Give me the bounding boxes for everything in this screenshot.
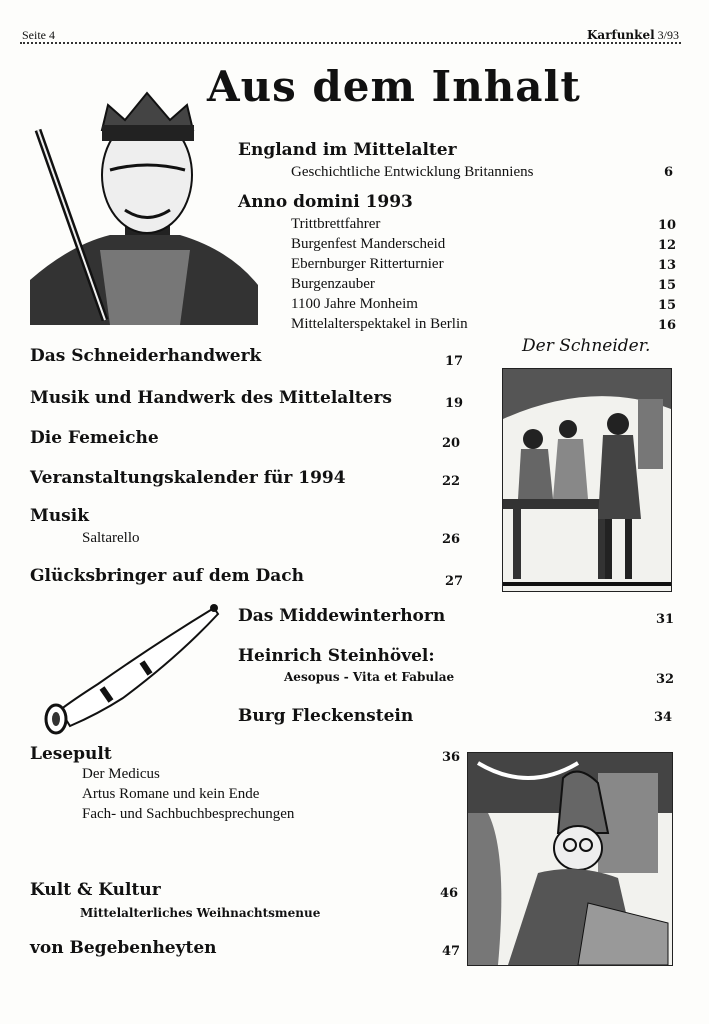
scholar-woodcut [467,752,673,966]
issue-label [587,28,679,43]
toc-femeiche-page: 20 [442,436,461,451]
toc-burg-page: 34 [654,710,673,725]
toc-england-heading: England im Mittelalter [238,140,457,160]
toc-kult-sub: Mittelalterliches Weihnachtsmenue [80,906,321,920]
toc-anno-item: Burgenfest Manderscheid [291,236,446,252]
toc-anno-item-page: 13 [658,258,677,273]
toc-schneider-heading: Das Schneiderhandwerk [30,346,262,366]
toc-kalender-page: 22 [442,474,461,489]
toc-gluecks-heading: Glücksbringer auf dem Dach [30,566,304,586]
toc-england-sub: Geschichtliche Entwicklung Britanniens [291,164,534,180]
toc-femeiche-heading: Die Femeiche [30,428,159,448]
king-illustration [30,75,258,325]
toc-kult-heading: Kult & Kultur [30,880,161,900]
toc-steinhoevel-sub: Aesopus - Vita et Fabulae [284,670,455,684]
toc-lesepult-item: Der Medicus [82,766,160,782]
toc-musik-sub: Saltarello [82,530,140,546]
toc-kult-page: 46 [440,886,459,901]
toc-musik-heading: Musik [30,506,89,526]
toc-england-page: 6 [664,165,674,180]
toc-lesepult-item: Fach- und Sachbuchbesprechungen [82,806,295,822]
toc-anno-item-page: 15 [658,278,677,293]
page-label: Seite 4 [22,28,55,42]
toc-musik-handwerk-heading: Musik und Handwerk des Mittelalters [30,388,392,408]
toc-steinhoevel-page: 32 [656,672,675,687]
toc-anno-item: Trittbrettfahrer [291,216,381,232]
toc-anno-item: Burgenzauber [291,276,375,292]
toc-lesepult-heading: Lesepult [30,744,112,764]
toc-begebenheiten-heading: von Begebenheyten [30,938,217,958]
toc-horn-page: 31 [656,612,675,627]
magazine-name: Karfunkel [587,28,655,42]
toc-kalender-heading: Veranstaltungskalender für 1994 [30,468,346,488]
horn-illustration [38,602,220,736]
toc-anno-heading: Anno domini 1993 [238,192,413,212]
page-title: Aus dem Inhalt [207,62,581,111]
issue-number: 3/93 [657,28,679,42]
tailor-woodcut [502,368,672,592]
schneider-caption: Der Schneider. [522,336,651,356]
toc-anno-item: Ebernburger Ritterturnier [291,256,444,272]
toc-anno-item: 1100 Jahre Monheim [291,296,418,312]
toc-anno-item-page: 10 [658,218,677,233]
toc-lesepult-page: 36 [442,750,461,765]
toc-burg-heading: Burg Fleckenstein [238,706,414,726]
toc-anno-item: Mittelalterspektakel in Berlin [291,316,468,332]
toc-begebenheiten-page: 47 [442,944,461,959]
toc-schneider-page: 17 [445,354,464,369]
toc-musik-handwerk-page: 19 [445,396,464,411]
toc-lesepult-item: Artus Romane und kein Ende [82,786,260,802]
toc-steinhoevel-heading: Heinrich Steinhövel: [238,646,435,666]
header-divider [20,42,681,44]
toc-gluecks-page: 27 [445,574,464,589]
toc-anno-item-page: 16 [658,318,677,333]
toc-anno-item-page: 15 [658,298,677,313]
toc-horn-heading: Das Middewinterhorn [238,606,446,626]
toc-anno-item-page: 12 [658,238,677,253]
toc-musik-page: 26 [442,532,461,547]
